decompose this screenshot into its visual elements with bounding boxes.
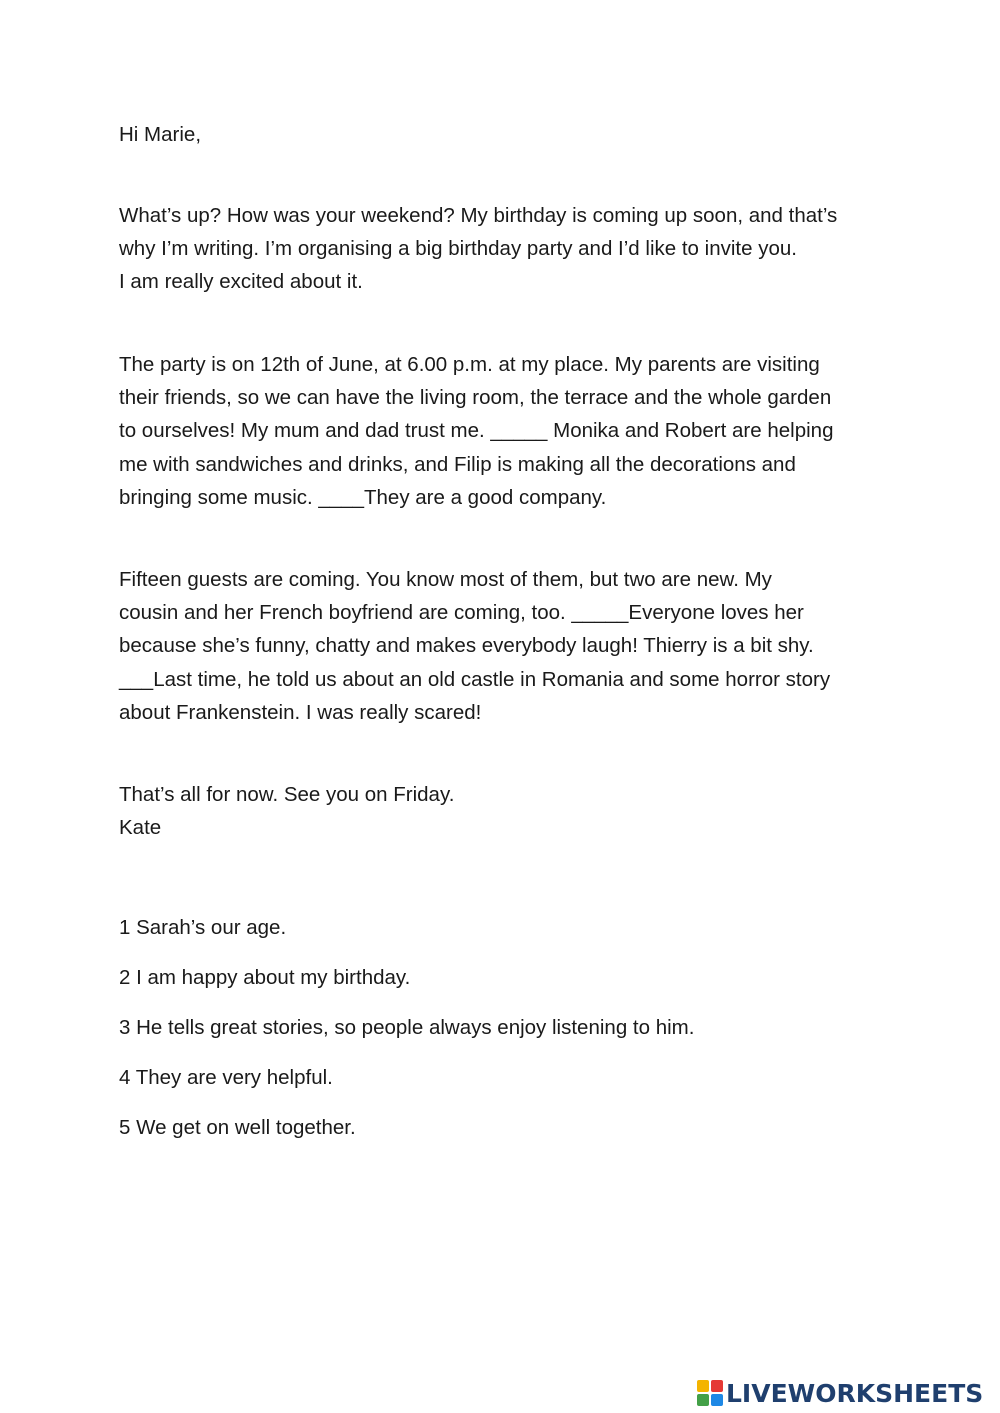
paragraph-line: ___Last time, he told us about an old castle in Romania and some horror story: [119, 667, 831, 691]
paragraph-line: about Frankenstein. I was really scared!: [119, 700, 482, 724]
statement-item: 2 I am happy about my birthday.: [119, 966, 411, 989]
greeting-line: Hi Marie,: [119, 123, 202, 146]
paragraph-line: because she’s funny, chatty and makes everybody laugh! Thierry is a bit shy.: [119, 634, 814, 658]
logo-square: [697, 1380, 709, 1392]
logo-wordmark: LIVEWORKSHEETS: [726, 1378, 984, 1408]
paragraph-line: cousin and her French boyfriend are coming, too. _____Everyone loves her: [119, 601, 804, 625]
liveworksheets-logo-icon: [697, 1380, 723, 1406]
signature: Kate: [119, 816, 162, 840]
logo-square: [711, 1380, 723, 1392]
liveworksheets-logo: [697, 1377, 983, 1409]
letter-greeting: [119, 118, 909, 151]
logo-square: [697, 1394, 709, 1406]
paragraph-line: their friends, so we can have the living room, the terrace and the whole garden: [119, 386, 832, 410]
paragraph-line: Fifteen guests are coming. You know most of them, but two are new. My: [119, 568, 772, 591]
letter-paragraph-2: [119, 348, 909, 514]
letter-closing: [119, 778, 909, 844]
paragraph-line: What’s up? How was your weekend? My birthday is coming up soon, and that’s: [119, 204, 838, 227]
paragraph-line: I am really excited about it.: [119, 270, 363, 294]
logo-square: [711, 1394, 723, 1406]
statement-item: 3 He tells great stories, so people always enjoy listening to him.: [119, 1016, 695, 1039]
paragraph-line: bringing some music. ____They are a good company.: [119, 485, 607, 509]
paragraph-line: The party is on 12th of June, at 6.00 p.m. at my place. My parents are visiting: [119, 353, 820, 376]
letter-paragraph-3: [119, 563, 909, 729]
paragraph-line: to ourselves! My mum and dad trust me. _____ Monika and Robert are helping: [119, 419, 834, 443]
closing-line: That’s all for now. See you on Friday.: [119, 783, 455, 806]
paragraph-line: me with sandwiches and drinks, and Filip is making all the decorations and: [119, 452, 796, 476]
letter-paragraph-1: [119, 199, 909, 299]
statement-item: 5 We get on well together.: [119, 1116, 356, 1139]
statement-list: [119, 911, 694, 1161]
statement-item: 4 They are very helpful.: [119, 1066, 333, 1089]
statement-item: 1 Sarah’s our age.: [119, 916, 287, 939]
paragraph-line: why I’m writing. I’m organising a big birthday party and I’d like to invite you.: [119, 237, 797, 261]
